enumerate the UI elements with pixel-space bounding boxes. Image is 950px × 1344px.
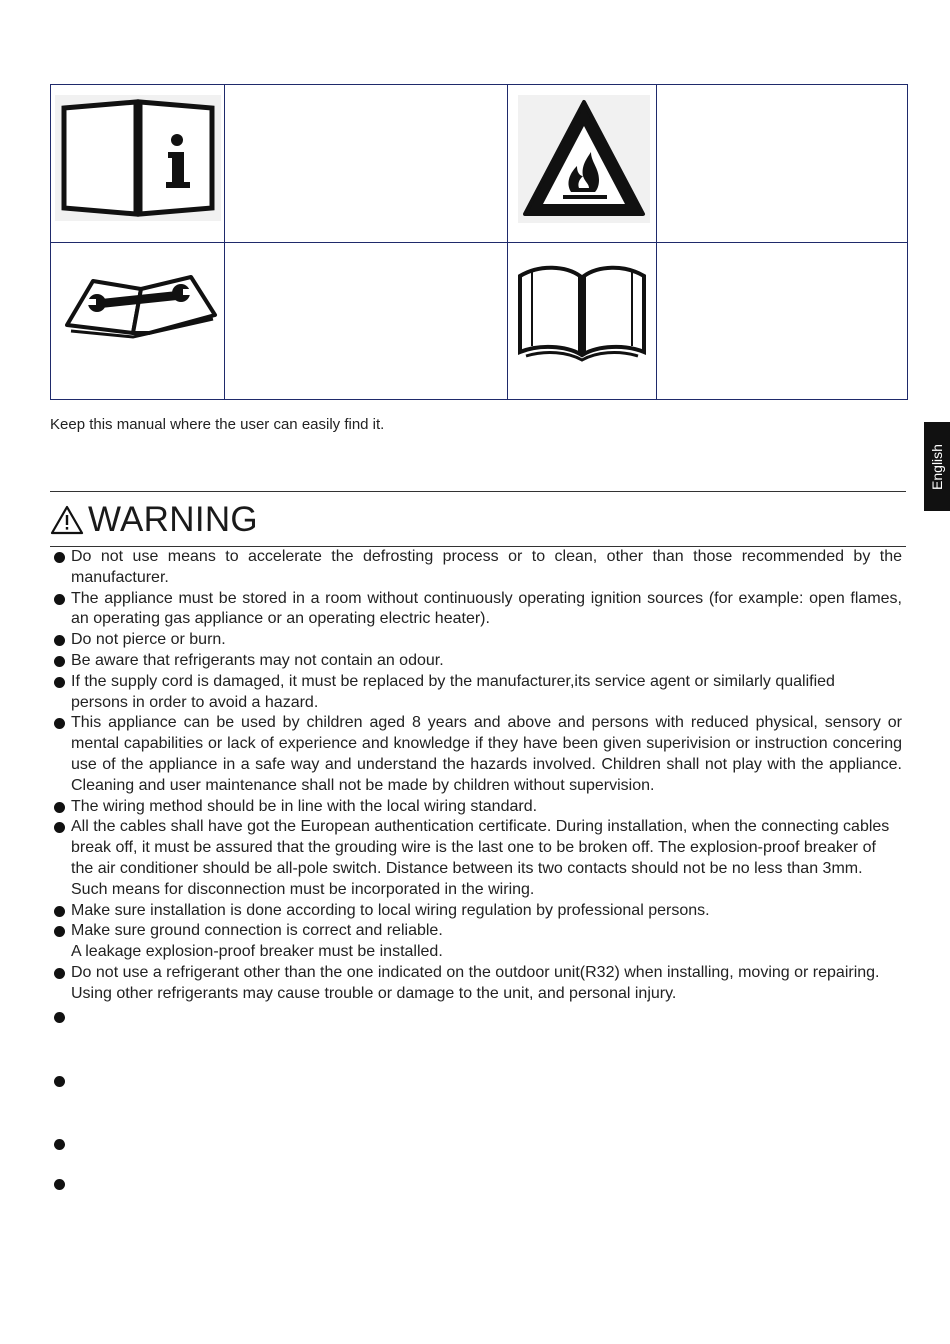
list-item: Do not use a refrigerant other than the one indicated on the outdoor unit(R32) when installing, moving or repairing. Using other refrigerants may cause trouble or damage to the unit, and personal injury. [50, 963, 902, 1005]
list-item: This appliance can be used by children aged 8 years and above and persons with reduced physical, sensory or mental capabilities or lack of experience and knowledge if they have been given superivision or instruction concering use of the appliance in a safe way and understand the hazards involved. Children shall not play with the appliance. Cleaning and user maintenance shall not be made by children without supervision. [50, 713, 902, 796]
list-item: If the supply cord is damaged, it must be replaced by the manufacturer,its service agent or similarly qualified persons in order to avoid a hazard. [50, 672, 902, 714]
symbol-table [50, 84, 908, 400]
service-manual-icon [61, 260, 221, 340]
list-item: A leakage explosion-proof breaker must be installed. [71, 943, 443, 961]
language-tab-label: English [929, 443, 946, 490]
empty-bullet [54, 1076, 65, 1087]
warning-list [50, 547, 902, 1005]
section-divider [50, 491, 906, 492]
language-tab [924, 422, 950, 511]
empty-bullet [54, 1139, 65, 1150]
empty-bullet [54, 1179, 65, 1190]
warning-heading [50, 498, 258, 542]
list-item: Do not pierce or burn. [50, 630, 902, 651]
list-item: All the cables shall have got the European authentication certificate. During installation, when the connecting cables break off, it must be assured that the grouding wire is the last one to be broken off. The explosion-proof breaker of the air conditioner should be all-pole switch. Distance between its two contacts should not be no less than 3mm. Such means for disconnection must be incorporated in the wiring. [50, 817, 902, 900]
info-manual-icon [55, 95, 221, 221]
list-item: Make sure installation is done according to local wiring regulation by professional persons. [50, 901, 902, 922]
flammable-warning-icon [518, 95, 650, 223]
warning-triangle-icon [50, 505, 84, 535]
empty-bullet [54, 1012, 65, 1023]
list-item: The appliance must be stored in a room without continuously operating ignition sources (for example: open flames, an operating gas appliance or an operating electric heater). [50, 589, 902, 631]
keep-manual-note: Keep this manual where the user can easily find it. [50, 416, 385, 433]
list-item: Be aware that refrigerants may not contain an odour. [50, 651, 902, 672]
warning-title: WARNING [88, 500, 258, 539]
list-item: Make sure ground connection is correct and reliable. [50, 921, 902, 942]
read-manual-icon [515, 261, 649, 365]
table-divider [51, 242, 907, 243]
list-item: Do not use means to accelerate the defrosting process or to clean, other than those recommended by the manufacturer. [50, 547, 902, 589]
list-item: The wiring method should be in line with the local wiring standard. [50, 797, 902, 818]
